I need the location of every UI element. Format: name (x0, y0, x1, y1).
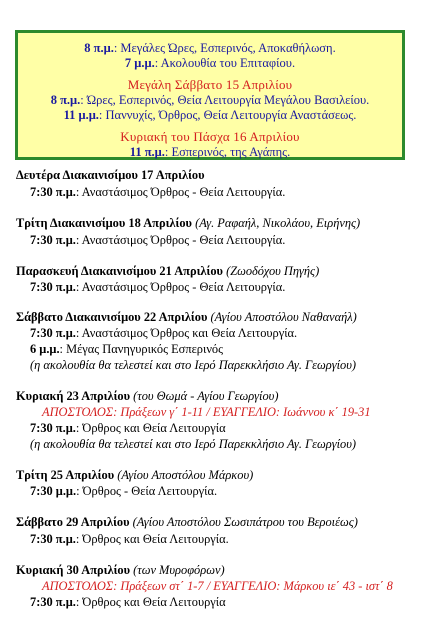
day-title: Παρασκευή Διακαινισίμου 21 Απριλίου (Ζωοδόχου Πηγής) (16, 264, 320, 278)
day-title: Σάββατο 29 Απριλίου (Αγίου Αποστόλου Σωσιπάτρου του Βεροιέως) (16, 515, 358, 529)
day-title: Κυριακή 30 Απριλίου (των Μυροφόρων) (16, 563, 225, 577)
holy-saturday-title: Μεγάλη Σάββατο 15 Απριλίου (127, 77, 293, 92)
easter-sunday-title: Κυριακή του Πάσχα 16 Απριλίου (120, 129, 300, 144)
box-line-4: 11 μ.μ.: Παννυχίς, Όρθρος, Θεία Λειτουργία Αναστάσεως. (63, 108, 357, 122)
box-line-5: 11 π.μ.: Εσπερινός, της Αγάπης. (129, 145, 291, 159)
readings-line: ΑΠΟΣΤΟΛΟΣ: Πράξεων γ΄ 1-11 / ΕΥΑΓΓΕΛΙΟ: Ιωάννου κ΄ 19-31 (42, 405, 371, 419)
service-line: 7:30 π.μ.: Αναστάσιμος Όρθρος και Θεία Λειτουργία. (30, 326, 298, 340)
day-title: Τρίτη 25 Απριλίου (Αγίου Αποστόλου Μάρκου) (16, 468, 254, 482)
day-title: Κυριακή 23 Απριλίου (του Θωμά - Αγίου Γεωργίου) (16, 389, 279, 403)
day-title: Δευτέρα Διακαινισίμου 17 Απριλίου (16, 168, 205, 182)
box-line-1: 8 π.μ.: Μεγάλες Ώρες, Εσπερινός, Αποκαθήλωση. (84, 41, 336, 55)
chapel-note: (η ακολουθία θα τελεστεί και στο Ιερό Παρεκκλήσιο Αγ. Γεωργίου) (30, 437, 357, 451)
service-line: 7:30 π.μ.: Αναστάσιμος Όρθρος - Θεία Λειτουργία. (30, 280, 286, 294)
day-title: Τρίτη Διακαινισίμου 18 Απριλίου (Αγ. Ραφαήλ, Νικολάου, Ειρήνης) (16, 216, 361, 230)
service-line: 7:30 π.μ.: Όρθρος και Θεία Λειτουργία (30, 595, 226, 609)
service-line: 7:30 μ.μ.: Όρθρος - Θεία Λειτουργία. (30, 484, 218, 498)
service-line: 6 μ.μ.: Μέγας Πανηγυρικός Εσπερινός (30, 342, 224, 356)
chapel-note: (η ακολουθία θα τελεστεί και στο Ιερό Παρεκκλήσιο Αγ. Γεωργίου) (30, 358, 357, 372)
day-title: Σάββατο Διακαινισίμου 22 Απριλίου (Αγίου Αποστόλου Ναθαναήλ) (16, 310, 357, 324)
box-line-2: 7 μ.μ.: Ακολουθία του Επιταφίου. (124, 56, 296, 70)
box-line-3: 8 π.μ.: Ώρες, Εσπερινός, Θεία Λειτουργία Μεγάλου Βασιλείου. (50, 93, 370, 107)
service-line: 7:30 π.μ.: Όρθρος και Θεία Λειτουργία (30, 421, 226, 435)
service-line: 7:30 π.μ.: Αναστάσιμος Όρθρος - Θεία Λειτουργία. (30, 233, 286, 247)
readings-line: ΑΠΟΣΤΟΛΟΣ: Πράξεων στ΄ 1-7 / ΕΥΑΓΓΕΛΙΟ: Μάρκου ιε΄ 43 - ιστ΄ 8 (42, 579, 393, 593)
holy-week-box (15, 30, 405, 160)
service-line: 7:30 π.μ.: Όρθρος και Θεία Λειτουργία. (30, 532, 229, 546)
service-line: 7:30 π.μ.: Αναστάσιμος Όρθρος - Θεία Λειτουργία. (30, 185, 286, 199)
